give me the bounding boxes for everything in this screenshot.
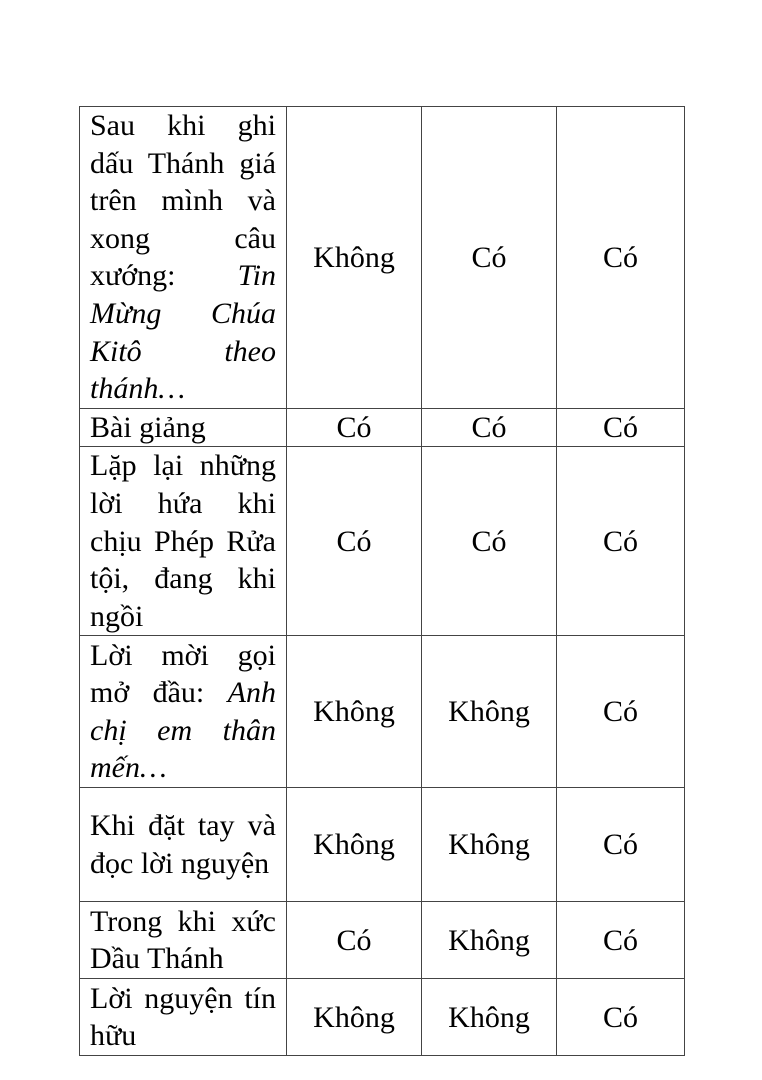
cell-value: Không (287, 979, 422, 1056)
cell-value: Có (422, 107, 557, 409)
row-label (80, 636, 287, 788)
label-text: Bài giảng (90, 410, 206, 444)
cell-value: Không (422, 979, 557, 1056)
label-italic-text: Anh chị em thân mến… (90, 676, 276, 785)
cell-value: Không (287, 107, 422, 409)
cell-value: Có (422, 447, 557, 636)
cell-value: Có (287, 447, 422, 636)
cell-value: Có (557, 902, 685, 979)
table-row (80, 447, 685, 636)
row-label (80, 447, 287, 636)
table-row (80, 636, 685, 788)
label-text: Lời nguyện tín hữu (90, 981, 276, 1053)
row-label (80, 979, 287, 1056)
cell-value: Không (287, 788, 422, 902)
label-text: Sau khi ghi dấu Thánh giá trên mình và xong câu xướng: (90, 109, 276, 293)
cell-value: Có (557, 107, 685, 409)
label-text: Lời mời gọi mở đầu: (90, 638, 276, 710)
cell-value: Không (287, 636, 422, 788)
cell-value: Có (422, 408, 557, 447)
table-row (80, 979, 685, 1056)
comparison-table (79, 106, 685, 1056)
label-italic-text: Tin Mừng Chúa Kitô theo thánh… (90, 259, 276, 406)
cell-value: Có (557, 636, 685, 788)
cell-value: Không (422, 902, 557, 979)
cell-value: Có (557, 408, 685, 447)
label-text: Trong khi xức Dầu Thánh (90, 904, 276, 976)
table-row (80, 107, 685, 409)
row-label (80, 788, 287, 902)
table-row (80, 902, 685, 979)
cell-value: Không (422, 636, 557, 788)
table-row (80, 788, 685, 902)
cell-value: Có (557, 979, 685, 1056)
cell-value: Có (287, 902, 422, 979)
row-label (80, 902, 287, 979)
label-text: Lặp lại những lời hứa khi chịu Phép Rửa tội, đang khi ngồi (90, 449, 276, 633)
cell-value: Không (422, 788, 557, 902)
table-row (80, 408, 685, 447)
row-label (80, 107, 287, 409)
label-text: Khi đặt tay và đọc lời nguyện (90, 809, 276, 880)
cell-value: Có (287, 408, 422, 447)
cell-value: Có (557, 788, 685, 902)
row-label (80, 408, 287, 447)
cell-value: Có (557, 447, 685, 636)
